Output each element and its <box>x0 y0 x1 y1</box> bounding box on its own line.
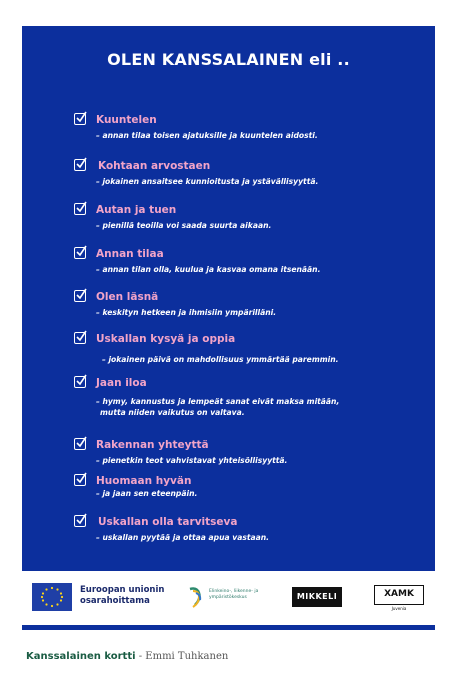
checkbox-icon <box>74 113 86 125</box>
checkbox-icon <box>74 332 86 344</box>
card-caption <box>26 651 228 662</box>
item-heading: Uskallan olla tarvitseva <box>98 516 238 528</box>
checkbox-icon <box>74 159 86 171</box>
item-heading: Kuuntelen <box>96 114 157 126</box>
item-desc: – pienillä teoilla voi saada suurta aikaan. <box>96 221 272 230</box>
juvenia-text: Juvenia <box>391 606 407 611</box>
list-item <box>96 291 426 318</box>
item-desc: – annan tilan olla, kuulua ja kasvaa omana itsenään. <box>96 265 321 274</box>
item-desc: – ja jaan sen eteenpäin. <box>96 489 198 498</box>
item-heading: Huomaan hyvän <box>96 475 192 487</box>
eu-line-2: osarahoittama <box>80 596 150 606</box>
caption-author: - Emmi Tuhkanen <box>135 651 229 662</box>
xamk-logo: XAMK <box>374 585 424 605</box>
list-item <box>96 516 426 543</box>
list-item <box>96 114 426 141</box>
list-item <box>96 333 426 365</box>
item-desc: – jokainen ansaitsee kunnioitusta ja ystävällisyyttä. <box>96 177 319 186</box>
checkbox-icon <box>74 290 86 302</box>
item-desc-continued: mutta niiden vaikutus on valtava. <box>100 408 245 417</box>
item-desc: – annan tilaa toisen ajatuksille ja kuuntelen aidosti. <box>96 131 318 140</box>
list-item <box>96 439 426 466</box>
item-heading: Olen läsnä <box>96 291 159 303</box>
caption-title: Kanssalainen kortti <box>26 651 136 662</box>
ely-line-2: ympäristökeskus <box>209 595 247 600</box>
ely-logo-text <box>209 589 258 601</box>
eu-funding-text <box>80 585 164 607</box>
item-heading: Autan ja tuen <box>96 204 177 216</box>
checkbox-icon <box>74 247 86 259</box>
checkbox-icon <box>74 203 86 215</box>
ely-line-1: Elinkeino-, liikenne- ja <box>209 589 259 594</box>
item-desc: – uskallan pyytää ja ottaa apua vastaan. <box>96 533 270 542</box>
item-desc: – keskityn hetkeen ja ihmisiin ympärilläni. <box>96 308 277 317</box>
checkbox-icon <box>74 474 86 486</box>
logo-footer <box>22 575 435 625</box>
checkbox-icon <box>74 376 86 388</box>
item-desc: – hymy, kannustus ja lempeät sanat eivät maksa mitään, <box>96 397 340 406</box>
list-item <box>96 475 426 499</box>
item-desc: – pienetkin teot vahvistavat yhteisöllisyyttä. <box>96 456 288 465</box>
checkbox-icon <box>74 515 86 527</box>
item-heading: Kohtaan arvostaen <box>98 160 211 172</box>
list-item <box>96 377 426 418</box>
ely-logo-icon <box>187 585 207 609</box>
bottom-divider <box>22 625 435 630</box>
item-heading: Uskallan kysyä ja oppia <box>96 333 236 345</box>
item-heading: Annan tilaa <box>96 248 164 260</box>
citizen-card <box>22 26 435 571</box>
item-desc: – jokainen päivä on mahdollisuus ymmärtää paremmin. <box>102 355 339 364</box>
card-title: OLEN KANSSALAINEN eli .. <box>107 50 350 69</box>
item-heading: Jaan iloa <box>96 377 147 389</box>
list-item <box>96 248 426 275</box>
list-item <box>96 160 426 187</box>
checkbox-icon <box>74 438 86 450</box>
list-item <box>96 204 426 231</box>
eu-flag-icon <box>32 583 72 611</box>
mikkeli-logo: MIKKELI <box>292 587 342 607</box>
item-heading: Rakennan yhteyttä <box>96 439 209 451</box>
eu-line-1: Euroopan unionin <box>80 585 165 595</box>
